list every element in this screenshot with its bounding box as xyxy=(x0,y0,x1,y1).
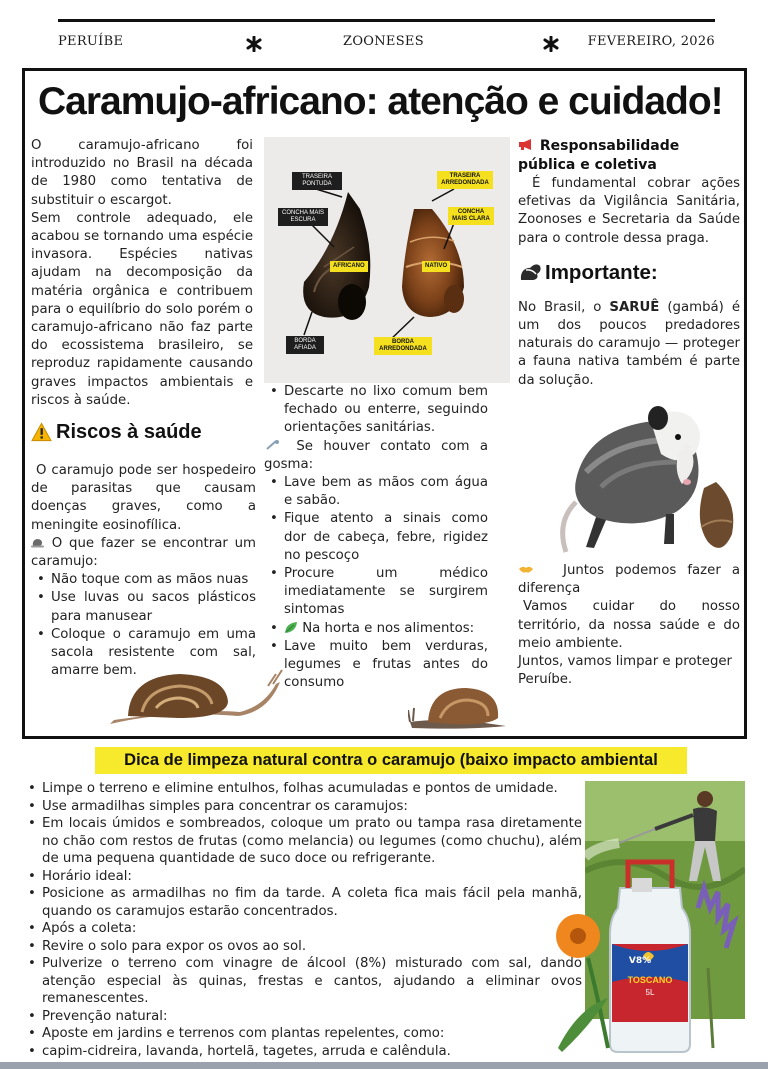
health-heading xyxy=(31,422,256,442)
asterisk-ornament-icon xyxy=(543,36,559,52)
tag-africano: AFRICANO xyxy=(330,261,368,272)
snail-illustration-left xyxy=(108,668,283,734)
leaf-icon xyxy=(284,621,298,634)
handshake-icon xyxy=(518,564,534,575)
opossum-photo xyxy=(556,392,746,562)
snail-icon xyxy=(31,537,45,548)
list-item: • Em locais úmidos e sombreados, coloque um prato ou tampa rasa diretamente no chão com restos de frutas (como melancia) ou legumes (como chuchu), além de uma pequena quantidade de suco doce ou refrigerante. xyxy=(22,815,582,868)
list-item: • Revire o solo para expor os ovos ao sol. xyxy=(22,938,582,956)
snail-comparison-photo xyxy=(264,137,510,383)
droplet-icon xyxy=(264,439,280,451)
list-item: • Não toque com as mãos nuas xyxy=(31,571,256,589)
together-paragraph-3: Juntos, vamos limpar e proteger Peruíbe. xyxy=(518,654,733,688)
list-item: • Após a coleta: xyxy=(22,920,582,938)
intro-column xyxy=(31,137,253,410)
list-item: • capim-cidreira, lavanda, hortelã, tagetes, arruda e calêndula. xyxy=(22,1043,582,1061)
masthead-date: FEVEREIRO, 2026 xyxy=(587,34,715,49)
important-text xyxy=(518,299,740,390)
megaphone-icon xyxy=(518,138,535,151)
list-item: • Horário ideal: xyxy=(22,868,582,886)
warning-icon xyxy=(31,422,52,442)
together-line-1 xyxy=(518,562,740,598)
snail-illustration-right xyxy=(408,684,508,730)
tag-concha-escura: CONCHA MAIS ESCURA xyxy=(278,208,328,226)
bottle-percent-label: V8% xyxy=(628,956,652,966)
contact-label: Se houver contato com a gosma: xyxy=(264,438,488,472)
masthead xyxy=(58,34,715,54)
resp-heading-line xyxy=(518,137,740,175)
list-item: • Lave bem as mãos com água e sabão. xyxy=(264,474,488,510)
resp-text: É fundamental cobrar ações efetivas da Vigilância Sanitária, Zoonoses e Secretaria da Saúde para o controle dessa praga. xyxy=(518,176,740,246)
found-list xyxy=(31,571,256,680)
important-text-start: No Brasil, o xyxy=(518,299,610,315)
found-label-line xyxy=(31,535,256,571)
important-text-end: (gambá) é um dos poucos predadores naturais do caramujo — proteger a fauna nativa também é parte da solução. xyxy=(518,299,740,388)
together-paragraph-2: Vamos cuidar do nosso território, da nossa saúde e do meio ambiente. xyxy=(518,599,740,651)
intro-paragraph-2: Sem controle adequado, ele acabou se tornando uma espécie invasora. Espécies nativas ajudam na decomposição da matéria orgânica e contribuem para o equilíbrio do solo porém o caramujo-africano não faz parte do ecossistema brasileiro, se reproduz rapidamente causando graves impactos ambientais e riscos à saúde. xyxy=(31,210,253,408)
list-item: • Prevenção natural: xyxy=(22,1008,582,1026)
asterisk-ornament-icon xyxy=(246,36,262,52)
found-label: O que fazer se encontrar um caramujo: xyxy=(31,535,256,570)
contact-list xyxy=(264,474,488,692)
tag-traseira-pontuda: TRASEIRA PONTUDA xyxy=(292,172,342,190)
middle-column xyxy=(264,383,488,692)
page-bottom-bar xyxy=(0,1062,768,1069)
masthead-section: ZOONESES xyxy=(343,34,424,49)
tips-list xyxy=(22,780,582,1060)
masthead-rule xyxy=(58,19,715,22)
contact-label-line xyxy=(264,438,488,474)
list-item: • Posicione as armadilhas no fim da tarde. A coleta fica mais fácil pela manhã, quando os caramujos estarão concentrados. xyxy=(22,885,582,920)
list-item: • Pulverize o terreno com vinagre de álcool (8%) misturado com sal, dando atenção especial às quinas, frestas e cantos, ajudando a eliminar ovos remanescentes. xyxy=(22,955,582,1008)
food-label-item xyxy=(264,620,488,638)
together-line: Juntos podemos fazer a diferença xyxy=(518,563,740,597)
food-label: Na horta e nos alimentos: xyxy=(302,620,475,636)
right-column xyxy=(518,137,740,390)
important-heading-text: Importante: xyxy=(545,260,658,284)
list-item: • Procure um médico imediatamente se surgirem sintomas xyxy=(264,565,488,620)
tag-concha-clara: CONCHA MAIS CLARA xyxy=(448,207,494,225)
health-section xyxy=(31,422,256,680)
tag-traseira-arredondada: TRASEIRA ARREDONDADA xyxy=(437,171,493,189)
sarue-name: SARUÊ xyxy=(609,299,660,315)
tag-nativo: NATIVO xyxy=(422,261,450,272)
bottle-volume-label: 5L xyxy=(645,988,655,997)
list-item: • Descarte no lixo comum bem fechado ou enterre, seguindo orientações sanitárias. xyxy=(264,383,488,438)
descarte-list xyxy=(264,383,488,438)
tag-borda-arredondada: BORDA ARREDONDADA xyxy=(374,337,432,355)
list-item: • Use luvas ou sacos plásticos para manusear xyxy=(31,589,256,625)
list-item: • Use armadilhas simples para concentrar os caramujos: xyxy=(22,798,582,816)
together-section xyxy=(518,562,740,689)
important-heading xyxy=(518,262,740,284)
tips-heading: Dica de limpeza natural contra o caramujo (baixo impacto ambiental xyxy=(95,747,687,774)
vinegar-bottle-photo xyxy=(548,848,748,1058)
intro-paragraph-1: O caramujo-africano foi introduzido no Brasil na década de 1980 como tentativa de substituir o escargot. xyxy=(31,138,253,208)
tag-borda-afiada: BORDA AFIADA xyxy=(286,336,324,354)
resp-heading: Responsabilidade pública e coletiva xyxy=(518,138,680,173)
list-item: • Limpe o terreno e elimine entulhos, folhas acumuladas e pontos de umidade. xyxy=(22,780,582,798)
list-item: • Aposte em jardins e terrenos com plantas repelentes, como: xyxy=(22,1025,582,1043)
health-heading-text: Riscos à saúde xyxy=(56,420,202,443)
list-item: • Fique atento a sinais como dor de cabeça, febre, rigidez no pescoço xyxy=(264,510,488,565)
skunk-icon xyxy=(518,262,542,284)
bottle-brand-label: TOSCANO xyxy=(627,975,673,985)
list-item: • Coloque o caramujo em uma sacola resistente com sal, amarre bem. xyxy=(31,626,256,681)
masthead-city: PERUÍBE xyxy=(58,34,124,49)
list-item: • Lave muito bem verduras, legumes e frutas antes do consumo xyxy=(264,638,488,693)
page-title: Caramujo-africano: atenção e cuidado! xyxy=(38,80,723,123)
health-text: O caramujo pode ser hospedeiro de parasitas que causam doenças graves, como a meningite eosinofílica. xyxy=(31,463,256,533)
